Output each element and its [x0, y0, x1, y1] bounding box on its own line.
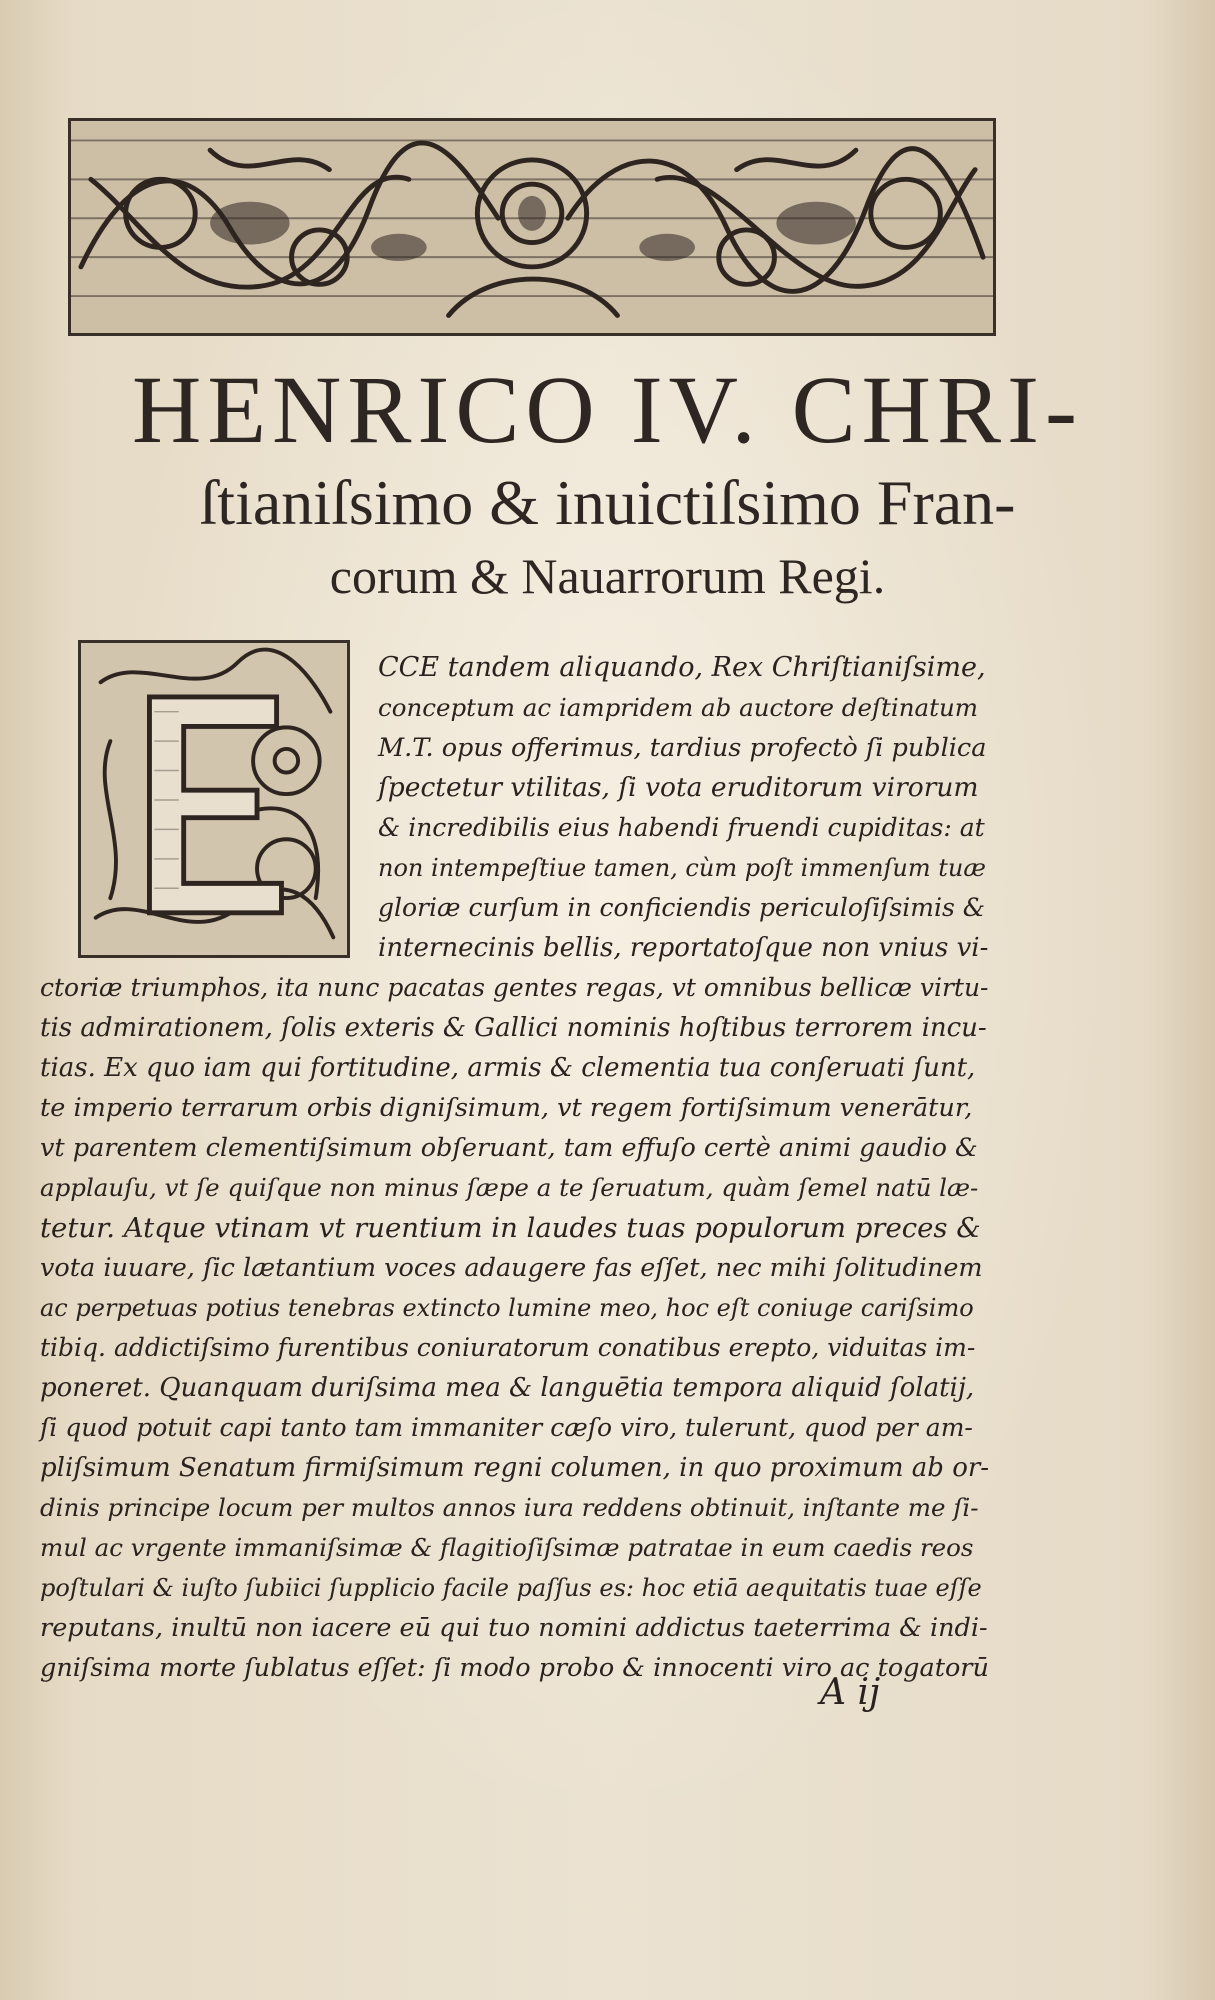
text-line: te imperio terrarum orbis digniſsimum, vt regem fortiſsimum venerātur, — [40, 1093, 973, 1123]
text-line: dinis principe locum per multos annos iura reddens obtinuit, inſtante me ſi- — [40, 1493, 979, 1522]
text-line: tis admirationem, ſolis exteris & Gallici nominis hoſtibus terrorem incu- — [40, 1013, 987, 1043]
dedication-title-line-2: ſtianiſsimo & inuictiſsimo Fran- — [199, 467, 1016, 538]
text-line: gniſsima morte ſublatus eſſet: ſi modo probo & innocenti viro ac togatorū — [40, 1653, 989, 1683]
text-line: vota iuuare, ſic lætantium voces adaugere fas eſſet, nec mihi ſolitudinem — [40, 1253, 983, 1283]
text-line: tibiq. addictiſsimo furentibus coniuratorum conatibus erepto, viduitas im- — [40, 1333, 976, 1362]
text-line: internecinis bellis, reportatoſque non vnius vi- — [378, 933, 989, 963]
text-line: ſi quod potuit capi tanto tam immaniter cæſo viro, tulerunt, quod per am- — [40, 1413, 973, 1442]
text-line: applauſu, vt ſe quiſque non minus ſæpe a te ſeruatum, quàm ſemel natū læ- — [40, 1173, 979, 1202]
initial-E-woodcut-icon — [78, 640, 350, 958]
text-line: vt parentem clementiſsimum obſeruant, tam effuſo certè animi gaudio & — [40, 1133, 978, 1163]
text-line: M.T. opus offerimus, tardius profectò ſi publica — [378, 733, 987, 763]
text-line: tias. Ex quo iam qui fortitudine, armis & clementia tua conſeruati ſunt, — [40, 1053, 976, 1083]
text-line: CCE tandem aliquando, Rex Chriſtianiſsime, — [378, 652, 986, 683]
text-line: ctoriæ triumphos, ita nunc pacatas gentes regas, vt omnibus bellicæ virtu- — [40, 973, 989, 1002]
dedication-title-line-1: HENRICO IV. CHRI- — [132, 356, 1083, 463]
text-line: gloriæ curſum in conficiendis periculoſiſsimis & — [378, 893, 985, 922]
text-line: non intempeſtiue tamen, cùm poſt immenſum tuæ — [378, 854, 986, 882]
text-line: conceptum ac iampridem ab auctore deſtinatum — [378, 693, 978, 722]
text-line: tetur. Atque vtinam vt ruentium in laudes tuas populorum preces & — [40, 1212, 981, 1244]
text-line: ac perpetuas potius tenebras extincto lumine meo, hoc eſt coniuge cariſsimo — [40, 1294, 974, 1322]
text-line: poneret. Quanquam duriſsima mea & languētia tempora aliquid ſolatij, — [40, 1373, 975, 1403]
text-line: pliſsimum Senatum firmiſsimum regni columen, in quo proximum ab or- — [40, 1453, 990, 1483]
text-line: ſpectetur vtilitas, ſi vota eruditorum virorum — [378, 772, 979, 803]
text-line: mul ac vrgente immaniſsimæ & flagitioſiſsimæ patratae in eum caedis reos — [40, 1533, 974, 1562]
signature-mark: A ij — [820, 1672, 881, 1713]
headpiece-woodcut-icon — [68, 118, 996, 336]
text-line: & incredibilis eius habendi fruendi cupiditas: at — [378, 813, 985, 842]
dedication-title-line-3: corum & Nauarrorum Regi. — [329, 548, 886, 604]
text-line: reputans, inultū non iacere eū qui tuo nomini addictus taeterrima & indi- — [40, 1613, 988, 1643]
text-line: poſtulari & iuſto ſubiici ſupplicio facile paſſus es: hoc etiā aequitatis tuae eſſe — [40, 1574, 982, 1602]
